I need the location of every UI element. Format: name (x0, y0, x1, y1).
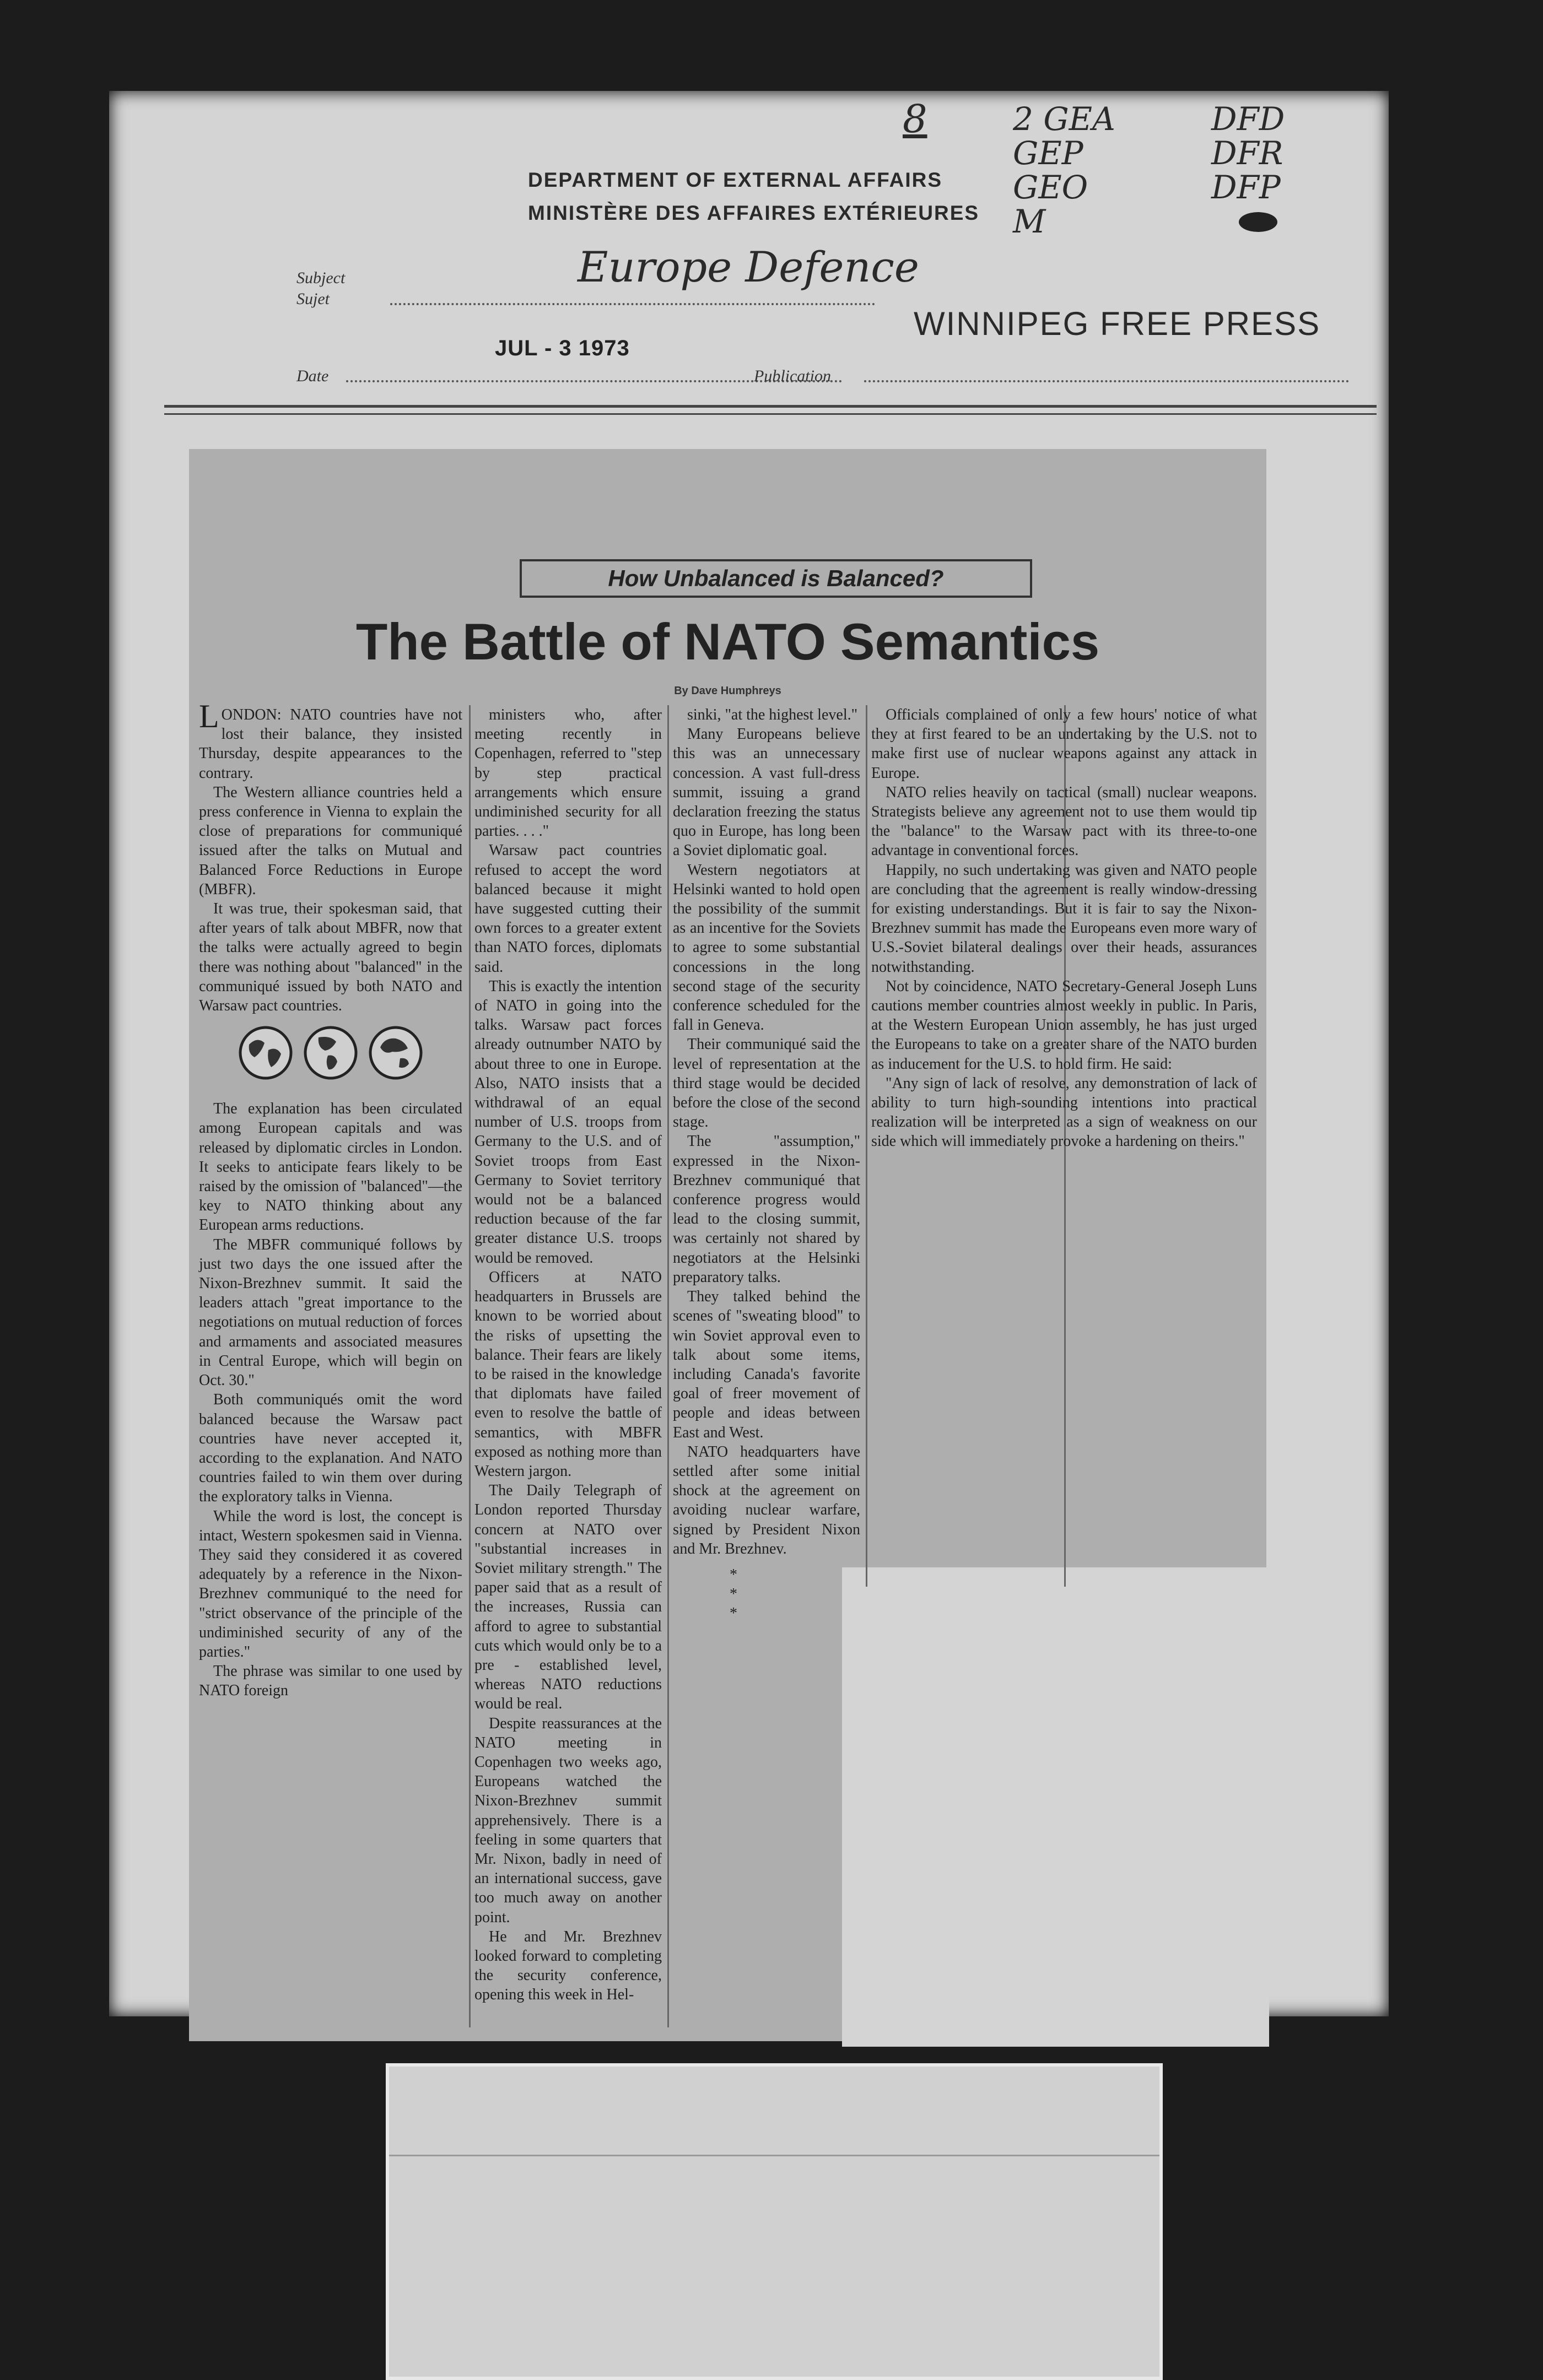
subject-line (390, 303, 875, 305)
paragraph: The Daily Telegraph of London reported Thursday concern at NATO over "substantial increases in Soviet military strength." The paper said that as a result of the increases, Russia can afford to agree to substantial cuts which would only be to a pre - established level, whereas NATO reductions would be real. (474, 1482, 662, 1713)
routing-code: 2 GEA (1013, 100, 1115, 138)
paragraph: The phrase was similar to one used by NATO foreign (199, 1663, 462, 1700)
paragraph: Their communiqué said the level of representation at the third stage would be decided before the close of the second stage. (673, 1036, 860, 1131)
paragraph: NATO headquarters have settled after some initial shock at the agreement on avoiding nuclear warfare, signed by President Nixon and Mr. Brezhnev. (673, 1443, 860, 1557)
article-column-3 (673, 705, 860, 1622)
paragraph: Happily, no such undertaking was given and NATO people are concluding that the agreement is really window-dressing for existing understandings. But it is fair to say the Nixon-Brezhnev summit has made the Europeans even more wary of U.S.-Soviet bilateral dealings over their heads, assurances notwithstanding. (871, 861, 1257, 976)
publication-line (864, 380, 1349, 382)
paragraph: This is exactly the intention of NATO in going into the talks. Warsaw pact forces already outnumber NATO by about three to one in Europe. Also, NATO insists that a withdrawal of an equal number of U.S. troops from Germany to the U.S. and of Soviet troops from East Germany to Soviet territory would not be a balanced reduction because of the far greater distance U.S. troops would be removed. (474, 977, 662, 1267)
envelope-seam (389, 2155, 1159, 2156)
paragraph: Warsaw pact countries refused to accept the word balanced because it might have suggested cutting their own forces to a greater extent than NATO forces, diplomats said. (474, 842, 662, 976)
paragraph: "Any sign of lack of resolve, any demonstration of lack of ability to turn high-sounding intentions into practical realization will be interpreted as a sign of weakness on our side which will immediately provoke a hardening on theirs." (871, 1074, 1257, 1150)
article-kicker: How Unbalanced is Balanced? (520, 559, 1032, 598)
paragraph: Both communiqués omit the word balanced because the Warsaw pact countries have never accepted it, according to the explanation. And NATO countries failed to win them over during the exploratory talks in Vienna. (199, 1391, 462, 1506)
paragraph: ministers who, after meeting recently in Copenhagen, referred to "step by step practical arrangements which ensure undiminished security for all parties. . . ." (474, 706, 662, 840)
publication-value: WINNIPEG FREE PRESS (914, 305, 1321, 342)
paragraph: sinki, "at the highest level." (687, 706, 858, 723)
routing-code: DFR (1211, 134, 1283, 172)
clipping-cut-area (842, 1567, 1269, 2047)
department-heading (528, 164, 1079, 230)
paragraph: The explanation has been circulated among European capitals and was released by diplomatic circles in London. It seeks to anticipate fears likely to be raised by the omission of "balanced"—the key to NATO thinking about any European arms reductions. (199, 1100, 462, 1234)
paragraph: He and Mr. Brezhnev looked forward to completing the security conference, opening this week in Hel- (474, 1928, 662, 2004)
paragraph: NATO relies heavily on tactical (small) nuclear weapons. Strategists believe any agreement not to use them would tip the "balance" to the Warsaw pact with its three-to-one advantage in conventional forces. (871, 783, 1257, 859)
routing-code: DFP (1211, 169, 1281, 206)
paragraph: It was true, their spokesman said, that after years of talk about MBFR, now that the talks were actually agreed to begin there was nothing about "balanced" in the communiqué issued by both NATO and Warsaw pact countries. (199, 900, 462, 1015)
column-rule (469, 705, 471, 2027)
department-name-en: DEPARTMENT OF EXTERNAL AFFAIRS (528, 169, 943, 191)
header-rule (164, 405, 1377, 408)
department-name-fr: MINISTÈRE DES AFFAIRES EXTÉRIEURES (528, 202, 980, 224)
routing-code: GEP (1013, 134, 1083, 172)
paragraph: Many Europeans believe this was an unnecessary concession. A vast full-dress summit, issuing a grand declaration freezing the status quo in Europe, has long been a Soviet diplomatic goal. (673, 726, 860, 859)
routing-code: DFD (1211, 100, 1285, 138)
redaction-blot (1239, 212, 1277, 232)
paragraph: The "assumption," expressed in the Nixon-Brezhnev communiqué that conference progress would lead to the closing summit, was certainly not shared by negotiators at the Helsinki preparatory talks. (673, 1133, 860, 1286)
subject-label: Subject (296, 269, 346, 287)
globe-icon (303, 1025, 358, 1080)
paragraph: The MBFR communiqué follows by just two days the one issued after the Nixon-Brezhnev summit. It said the leaders attach "great importance to the negotiations on mutual reduction of forces and armaments and associated measures in Central Europe, which will begin on Oct. 30." (199, 1236, 462, 1389)
routing-codes-right (1211, 102, 1285, 232)
date-label: Date (296, 367, 329, 385)
column-rule (667, 705, 669, 2027)
end-mark: * * * (730, 1566, 803, 1622)
newspaper-clipping (189, 449, 1266, 2041)
paragraph: Despite reassurances at the NATO meeting in Copenhagen two weeks ago, Europeans watched the Nixon-Brezhnev summit apprehensively. There is a feeling in some quarters that Mr. Nixon, badly in need of an international success, gave too much away on another point. (474, 1714, 662, 1926)
paragraph: While the word is lost, the concept is intact, Western spokesmen said in Vienna. They said they considered it as covered adequately by a reference in the Nixon-Brezhnev communiqué to the need for "strict observance of the principle of the undiminished security of any of the parties." (199, 1507, 462, 1660)
globe-icon (238, 1025, 293, 1080)
article-column-1 (199, 698, 462, 2033)
article-column-2 (474, 705, 662, 2033)
article-byline: By Dave Humphreys (674, 685, 781, 697)
subject-value: Europe Defence (578, 242, 919, 291)
globe-icon (368, 1025, 423, 1080)
paragraph: Not by coincidence, NATO Secretary-General Joseph Luns cautions member countries almost weekly in public. In Paris, at the Western European Union assembly, he has just urged the Europeans to take on a greater share of the NATO burden as inducement for the U.S. to hold firm. He said: (871, 977, 1257, 1073)
date-value: JUL - 3 1973 (495, 336, 630, 360)
column-rule (866, 705, 867, 1587)
paragraph: Officers at NATO headquarters in Brussels are known to be worried about the risks of upsetting the balance. Their fears are likely to be raised in the knowledge that diplomats have failed even to resolve the battle of semantics, with MBFR exposed as nothing more than Western jargon. (474, 1268, 662, 1480)
paragraph: They talked behind the scenes of "sweating blood" to win Soviet approval even to talk about some items, including Canada's favorite goal of freer movement of people and ideas between East and West. (673, 1288, 860, 1441)
paragraph: Officials complained of only a few hours' notice of what they at first feared to be an undertaking by the U.S. not to make first use of nuclear weapons against any attack in Europe. (871, 706, 1257, 782)
header-rule (164, 413, 1377, 415)
article-headline: The Battle of NATO Semantics (355, 613, 1100, 670)
page-number-mark: 8 (903, 96, 927, 142)
memo-form-sheet (109, 91, 1389, 2016)
globe-illustration (199, 1025, 462, 1080)
paragraph: Western negotiators at Helsinki wanted to hold open the possibility of the summit as an incentive for the Soviets to agree to some substantial concessions in the long second stage of the security conference scheduled for the fall in Geneva. (673, 861, 860, 1034)
subject-label-fr: Sujet (296, 290, 330, 308)
envelope-below-sheet (386, 2063, 1163, 2380)
article-column-4 (871, 705, 1257, 1576)
publication-label: Publication (754, 367, 831, 385)
routing-code: M (1013, 203, 1046, 240)
paragraph: The Western alliance countries held a press conference in Vienna to explain the close of preparations for communiqué issued after the talks on Mutual and Balanced Force Reductions in Europe (MBFR). (199, 783, 462, 898)
paragraph: LONDON: NATO countries have not lost their balance, they insisted Thursday, despite appearances to the contrary. (199, 698, 462, 782)
routing-code: GEO (1013, 169, 1088, 206)
